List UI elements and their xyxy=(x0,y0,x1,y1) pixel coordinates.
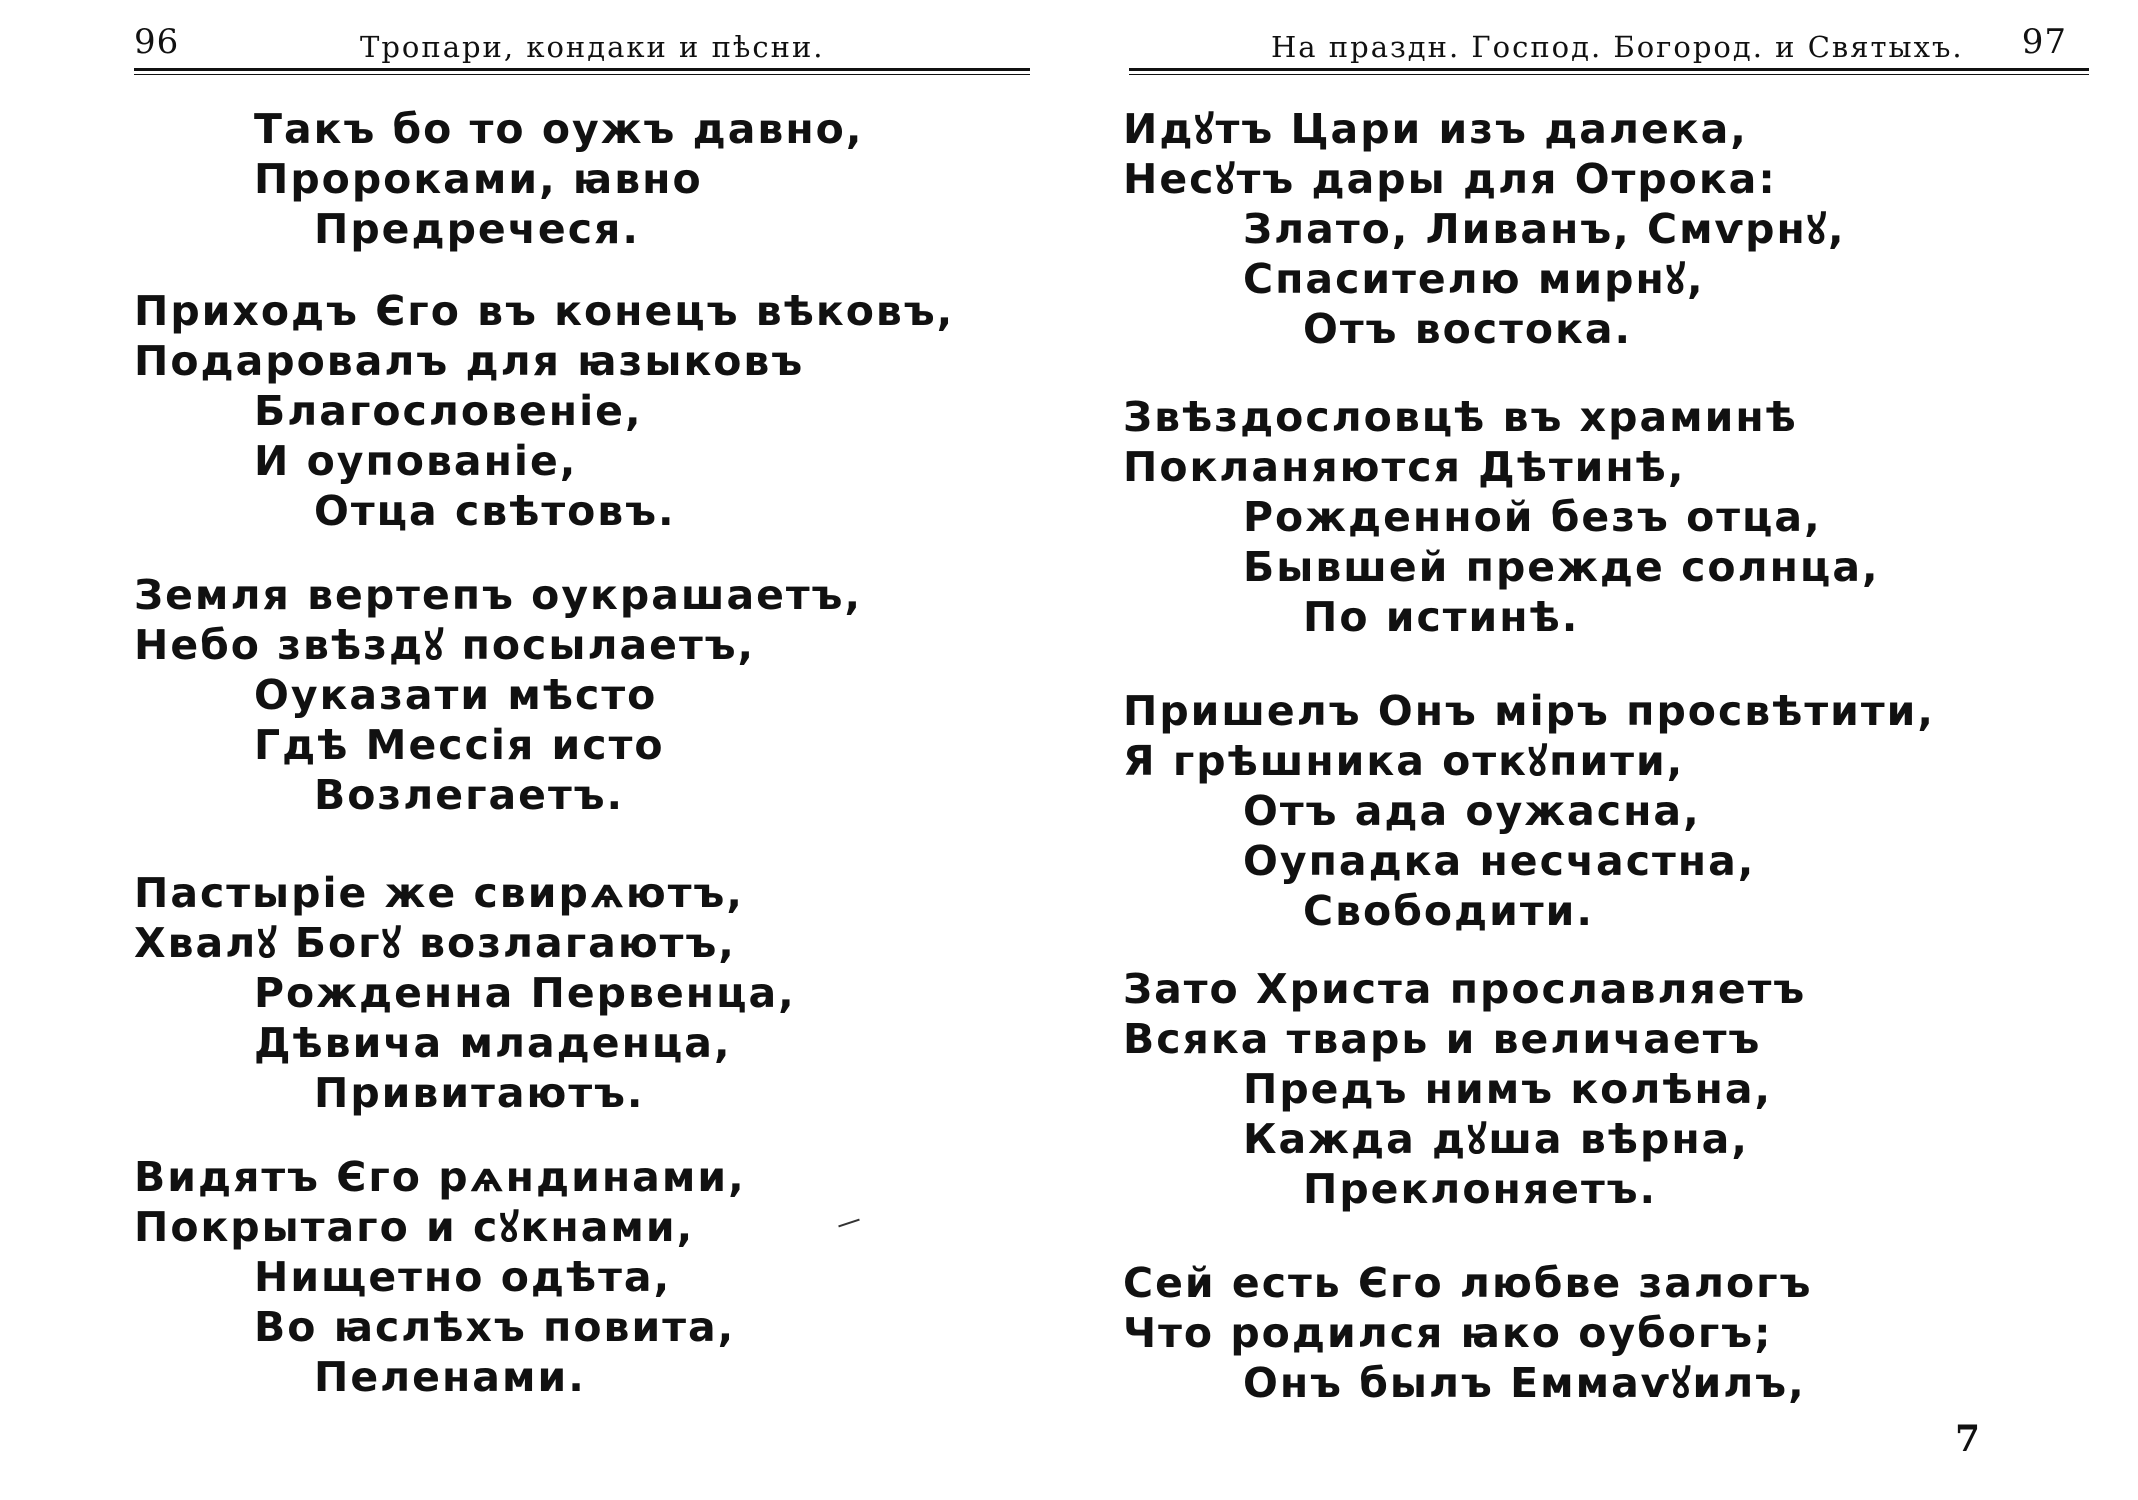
right-stanza xyxy=(1123,686,1935,936)
right-header-rule-thin xyxy=(1129,74,2089,75)
right-stanza xyxy=(1123,104,1846,354)
verse-line: Пеленами. xyxy=(314,1353,586,1401)
left-stanza xyxy=(134,570,862,820)
right-stanza xyxy=(1123,964,1806,1214)
verse-line: Всяка тварь и величаетъ xyxy=(1123,1015,1762,1063)
left-running-head xyxy=(134,22,1030,72)
verse-line: Привитаютъ. xyxy=(314,1069,645,1117)
left-header-rule xyxy=(134,68,1030,71)
verse-line: Гдѣ Мессія исто xyxy=(254,721,665,769)
verse-line: Небо звѣздꙋ посылаетъ, xyxy=(134,621,756,669)
verse-line: Бывшей прежде солнца, xyxy=(1243,543,1880,591)
verse-line: Нищетно одѣта, xyxy=(254,1253,672,1301)
verse-line: Хвалꙋ Богꙋ возлагаютъ, xyxy=(134,919,736,967)
verse-line: Покланяются Дѣтинѣ, xyxy=(1123,443,1686,491)
verse-line: Подаровалъ для ꙗзыковъ xyxy=(134,337,805,385)
right-stanza xyxy=(1123,1258,1812,1408)
verse-line: Во ꙗслѣхъ повита, xyxy=(254,1303,736,1351)
verse-line: И оупованіе, xyxy=(254,437,578,485)
verse-line: Что родился ꙗко оубогъ; xyxy=(1123,1309,1773,1357)
verse-line: Предъ нимъ колѣна, xyxy=(1243,1065,1773,1113)
right-header-rule xyxy=(1129,68,2089,71)
right-stanza xyxy=(1123,392,1880,642)
right-running-head xyxy=(1129,22,2089,72)
verse-line: Идꙋтъ Цари изъ далека, xyxy=(1123,105,1748,153)
verse-line: Спасителю мирнꙋ, xyxy=(1243,255,1705,303)
verse-line: Преклоняетъ. xyxy=(1303,1165,1658,1213)
right-page xyxy=(1069,0,2138,1500)
verse-line: Рожденна Первенца, xyxy=(254,969,796,1017)
signature-mark: 7 xyxy=(1955,1418,1981,1460)
left-running-title: Тропари, кондаки и пѣсни. xyxy=(360,30,825,64)
verse-line: Пришелъ Онъ міръ просвѣтити, xyxy=(1123,687,1935,735)
left-stanza xyxy=(134,104,863,254)
verse-line: Звѣздословцѣ въ храминѣ xyxy=(1123,393,1798,441)
ink-speck xyxy=(838,1219,860,1228)
verse-line: Пастыріе же свирѧютъ, xyxy=(134,869,744,917)
verse-line: Я грѣшника откꙋпити, xyxy=(1123,737,1685,785)
verse-line: Такъ бо то оужъ давно, xyxy=(254,105,864,153)
verse-line: Приходъ Єго въ конецъ вѣковъ, xyxy=(134,287,955,335)
verse-line: Отъ ада оужасна, xyxy=(1243,787,1701,835)
verse-line: Зато Христа прославляетъ xyxy=(1123,965,1807,1013)
verse-line: Видятъ Єго рѧндинами, xyxy=(134,1153,746,1201)
right-running-title: На праздн. Господ. Богород. и Святыхъ. xyxy=(1271,30,1964,64)
right-page-number: 97 xyxy=(2021,22,2067,62)
verse-line: Отца свѣтовъ. xyxy=(314,487,676,535)
verse-line: Оупадка несчастна, xyxy=(1243,837,1756,885)
verse-line: Благословеніе, xyxy=(254,387,643,435)
verse-line: Свободити. xyxy=(1303,887,1594,935)
left-stanza xyxy=(134,1152,746,1402)
left-stanza xyxy=(134,868,796,1118)
verse-line: Сей есть Єго любве залогъ xyxy=(1123,1259,1813,1307)
verse-line: Кажда дꙋша вѣрна, xyxy=(1243,1115,1749,1163)
verse-line: Отъ востока. xyxy=(1303,305,1633,353)
left-page-number: 96 xyxy=(134,22,180,62)
left-stanza xyxy=(134,286,954,536)
verse-line: Предречеся. xyxy=(314,205,640,253)
verse-line: Пророками, ꙗвно xyxy=(254,155,703,203)
left-header-rule-thin xyxy=(134,74,1030,75)
verse-line: Рожденной безъ отца, xyxy=(1243,493,1822,541)
verse-line: Онъ былъ Еммаѵꙋилъ, xyxy=(1243,1359,1806,1407)
verse-line: Несꙋтъ дары для Отрока: xyxy=(1123,155,1777,203)
verse-line: Покрытаго и сꙋкнами, xyxy=(134,1203,695,1251)
verse-line: Дѣвича младенца, xyxy=(254,1019,732,1067)
verse-line: Возлегаетъ. xyxy=(314,771,625,819)
verse-line: По истинѣ. xyxy=(1303,593,1580,641)
verse-line: Земля вертепъ оукрашаетъ, xyxy=(134,571,863,619)
verse-line: Оуказати мѣсто xyxy=(254,671,658,719)
verse-line: Злато, Ливанъ, Смѵрнꙋ, xyxy=(1243,205,1846,253)
